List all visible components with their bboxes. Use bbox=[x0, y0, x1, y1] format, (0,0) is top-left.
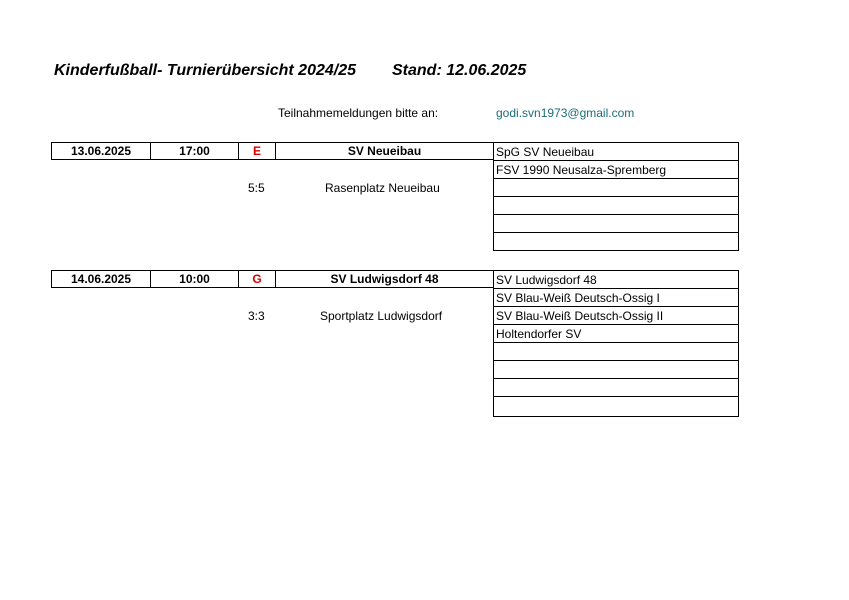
team-slot: SV Blau-Weiß Deutsch-Ossig II bbox=[493, 306, 739, 325]
team-slot bbox=[493, 342, 739, 361]
tournament-class: G bbox=[238, 270, 276, 288]
tournament-venue: Sportplatz Ludwigsdorf bbox=[320, 309, 443, 323]
team-slot bbox=[493, 214, 739, 233]
team-slot bbox=[493, 178, 739, 197]
contact-email-link[interactable]: godi.svn1973@gmail.com bbox=[496, 106, 635, 120]
page-title: Kinderfußball- Turnierübersicht 2024/25 bbox=[54, 62, 357, 79]
team-slot bbox=[493, 232, 739, 251]
tournament-date: 14.06.2025 bbox=[51, 270, 151, 288]
team-slot: SV Blau-Weiß Deutsch-Ossig I bbox=[493, 288, 739, 307]
stand-date: Stand: 12.06.2025 bbox=[392, 62, 527, 79]
tournament-format: 3:3 bbox=[248, 309, 265, 323]
team-slot bbox=[493, 196, 739, 215]
team-slot bbox=[493, 378, 739, 397]
tournament-date: 13.06.2025 bbox=[51, 142, 151, 160]
contact-label: Teilnahmemeldungen bitte an: bbox=[278, 106, 439, 120]
tournament-host: SV Ludwigsdorf 48 bbox=[275, 270, 494, 288]
tournament-venue: Rasenplatz Neueibau bbox=[325, 181, 440, 195]
team-slot: Holtendorfer SV bbox=[493, 324, 739, 343]
tournament-time: 10:00 bbox=[150, 270, 239, 288]
team-slot bbox=[493, 396, 739, 417]
team-slot bbox=[493, 360, 739, 379]
tournament-time: 17:00 bbox=[150, 142, 239, 160]
team-slot: SV Ludwigsdorf 48 bbox=[493, 270, 739, 289]
tournament-format: 5:5 bbox=[248, 181, 265, 195]
team-slot: SpG SV Neueibau bbox=[493, 142, 739, 161]
tournament-class: E bbox=[238, 142, 276, 160]
team-slot: FSV 1990 Neusalza-Spremberg bbox=[493, 160, 739, 179]
tournament-host: SV Neueibau bbox=[275, 142, 494, 160]
